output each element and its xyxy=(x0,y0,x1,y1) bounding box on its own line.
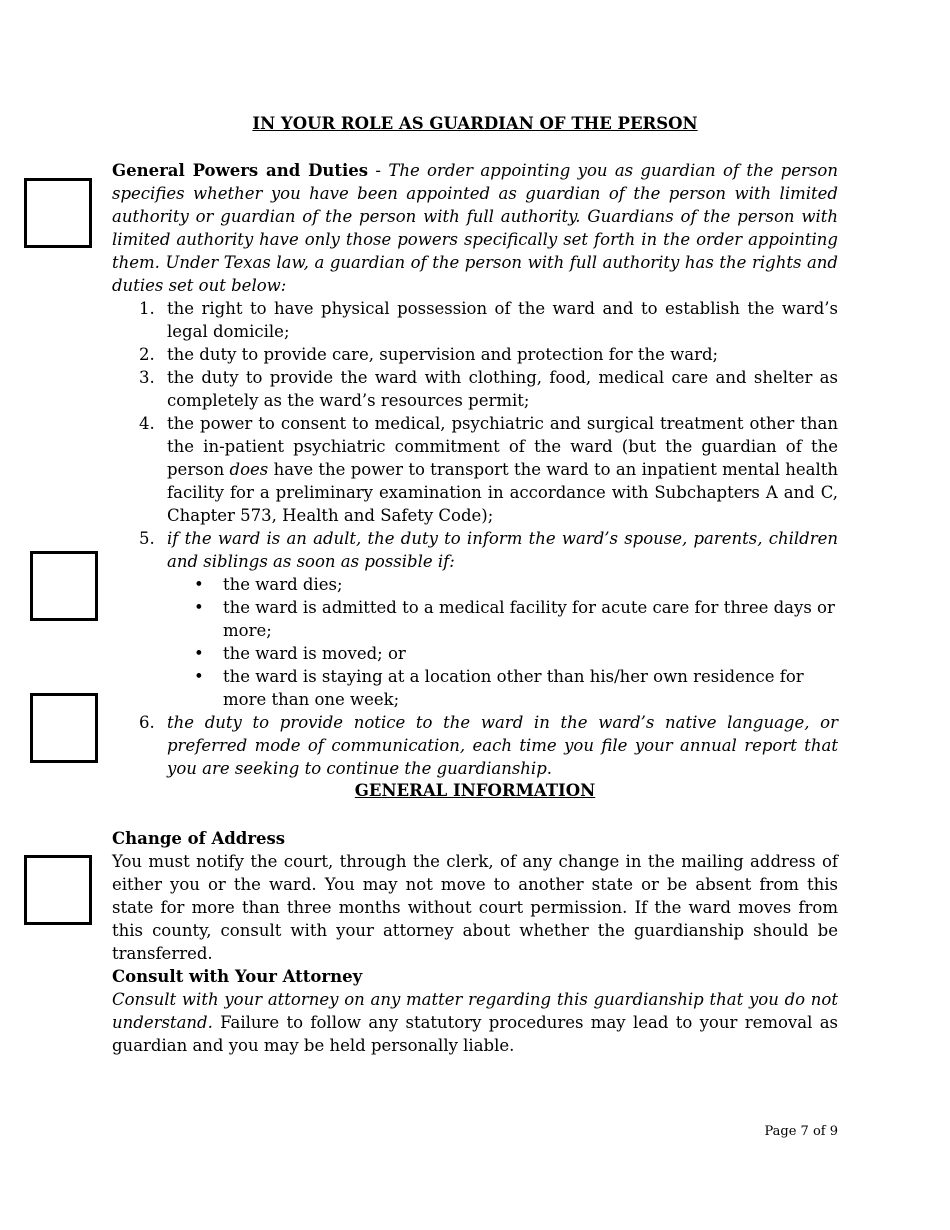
item-number: 2. xyxy=(139,345,155,364)
item-number: 1. xyxy=(139,299,155,318)
checkbox-change-of-address[interactable] xyxy=(24,855,92,925)
item-text: the duty to provide the ward with clothing, food, medical care and shelter as completely as the ward’s resources permit; xyxy=(167,368,838,410)
bullet-item xyxy=(167,642,838,665)
item-text: if the ward is an adult, the duty to inform the ward’s spouse, parents, children and siblings as soon as possible if: xyxy=(167,529,838,571)
section-title-general-information: GENERAL INFORMATION xyxy=(354,781,596,800)
checkbox-notice-to-ward[interactable] xyxy=(30,693,98,763)
duties-list xyxy=(112,297,838,780)
bullet-icon: • xyxy=(194,644,204,663)
list-item xyxy=(112,412,838,527)
list-item xyxy=(112,527,838,711)
change-of-address-text: You must notify the court, through the clerk, of any change in the mailing address of either you or the ward. You may not move to another state or be absent from this state for more than three months without court permission. If the ward moves from this county, consult with your attorney about whether the guardianship should be transferred. xyxy=(112,852,838,963)
bullet-icon: • xyxy=(194,598,204,617)
bullet-item xyxy=(167,596,838,642)
consult-attorney-heading: Consult with Your Attorney xyxy=(112,967,363,986)
list-item xyxy=(112,297,838,343)
bullet-item xyxy=(167,665,838,711)
list-item xyxy=(112,343,838,366)
item-text: the duty to provide notice to the ward in the ward’s native language, or preferred mode of communication, each time you file your annual report that you are seeking to continue the guardianship xyxy=(167,713,838,778)
bullet-list xyxy=(167,573,838,711)
item-number: 6. xyxy=(139,713,155,732)
bullet-icon: • xyxy=(194,667,204,686)
item-text-end: . xyxy=(546,759,553,778)
bullet-item xyxy=(167,573,838,596)
item-number: 4. xyxy=(139,414,155,433)
intro-separator: - xyxy=(368,161,389,180)
checkbox-inform-family[interactable] xyxy=(30,551,98,621)
item-text: have the power to transport the ward to an inpatient mental health facility for a preliminary examination in accordance with Subchapters A and C, Chapter 573, Health and Safety Code); xyxy=(167,460,838,525)
bullet-text: the ward is staying at a location other than his/her own residence for more than one week; xyxy=(223,667,804,709)
intro-text: The order appointing you as guardian of the person specifies whether you have been appointed as guardian of the person with limited authority or guardian of the person with full authority. Guardians of the person with limited authority have only those powers specifically set forth in the order appointing them. Under Texas law, a guardian of the person with full authority has the rights and duties set out below: xyxy=(112,161,838,295)
item-text: the right to have physical possession of the ward and to establish the ward’s legal domicile; xyxy=(167,299,838,341)
page-number: Page 7 of 9 xyxy=(764,1124,838,1139)
checkbox-general-powers[interactable] xyxy=(24,178,92,248)
consult-attorney-block xyxy=(112,965,838,1057)
intro-paragraph xyxy=(112,159,838,297)
list-item xyxy=(112,711,838,780)
bullet-icon: • xyxy=(194,575,204,594)
change-of-address-heading: Change of Address xyxy=(112,829,286,848)
section-title-guardian-role: IN YOUR ROLE AS GUARDIAN OF THE PERSON xyxy=(252,114,698,133)
intro-label: General Powers and Duties xyxy=(112,161,369,180)
item-text-emphasis: does xyxy=(229,460,269,479)
change-of-address-block xyxy=(112,827,838,965)
bullet-text: the ward is moved; or xyxy=(223,644,406,663)
item-text: the power to consent to medical, psychiatric and surgical treatment other than the in-patient psychiatric commitment of the ward (but the guardian of the person xyxy=(167,414,838,479)
bullet-text: the ward is admitted to a medical facility for acute care for three days or more; xyxy=(223,598,835,640)
item-number: 3. xyxy=(139,368,155,387)
list-item xyxy=(112,366,838,412)
item-number: 5. xyxy=(139,529,155,548)
item-text: the duty to provide care, supervision and protection for the ward; xyxy=(167,345,719,364)
consult-attorney-text: Failure to follow any statutory procedures may lead to your removal as guardian and you may be held personally liable. xyxy=(112,1013,838,1055)
consult-attorney-italic: Consult with your attorney on any matter regarding this guardianship that you do not understand. xyxy=(112,990,838,1032)
bullet-text: the ward dies; xyxy=(223,575,343,594)
